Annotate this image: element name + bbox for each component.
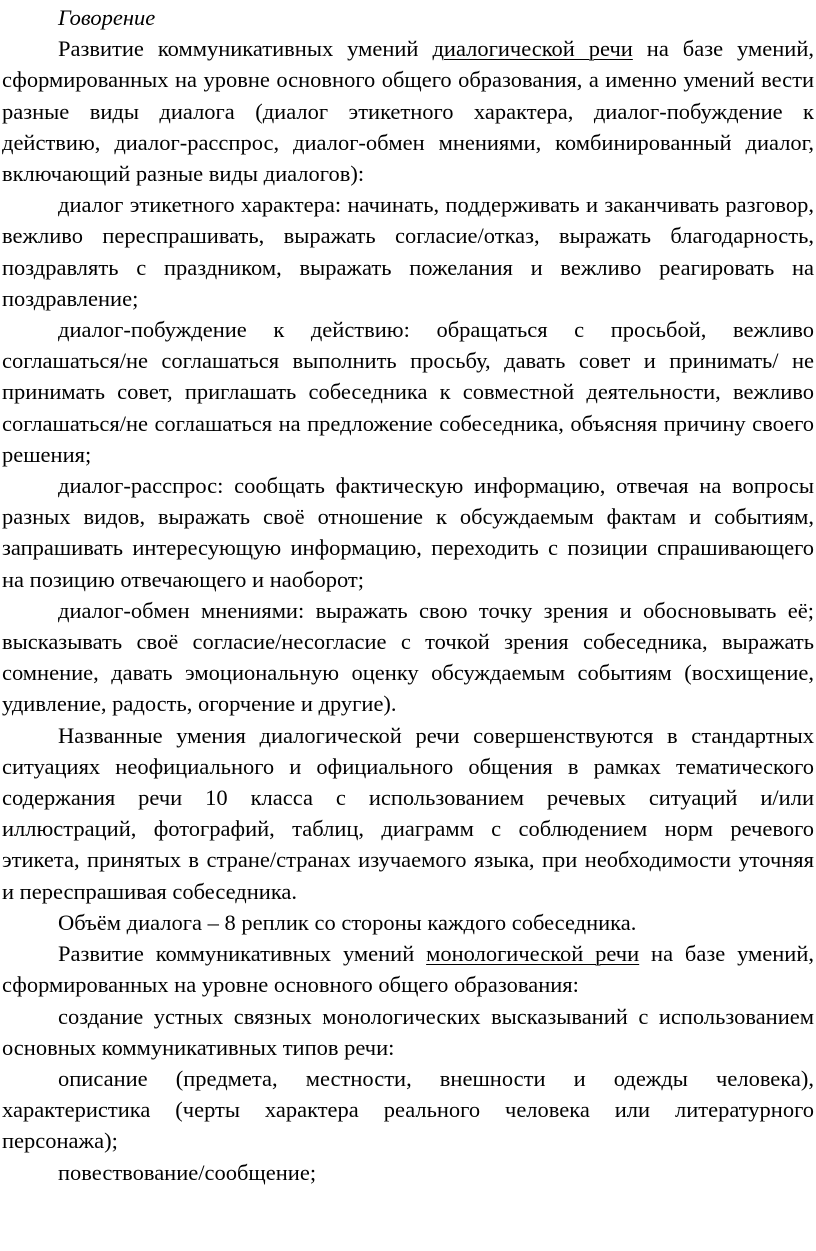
paragraph-incentive-dialog: диалог-побуждение к действию: обращаться с просьбой, вежливо соглашаться/не соглашаться выполнить просьбу, давать совет и принимать/ не принимать совет, приглашать собеседника к совместной деятельности, вежливо соглашаться/не соглашаться на предложение собеседника, объясняя причину своего решения; (2, 317, 814, 467)
underlined-term-dialogic: диалогической речи (432, 36, 633, 62)
paragraph-text: на базе умений, сформированных на уровне основного общего образования, а именно умений вести разные виды диалога (диалог этикетного характера, диалог-побуждение к действию, диалог-расспрос, диалог-обмен мнениями, комбинированный диалог, включающий разные виды диалогов): (2, 36, 814, 187)
underlined-term-monologic: монологической речи (426, 941, 640, 967)
paragraph-inquiry-dialog: диалог-расспрос: сообщать фактическую информацию, отвечая на вопросы разных видов, выражать своё отношение к обсуждаемым фактам и событиям, запрашивать интересующую информацию, переходить с позиции спрашивающего на позицию отвечающего и наоборот; (2, 473, 814, 592)
paragraph-monologue-creation: создание устных связных монологических высказываний с использованием основных коммуникативных типов речи: (2, 1003, 814, 1060)
paragraph-description: описание (предмета, местности, внешности и одежды человека), характеристика (черты характера реального человека или литературного персонажа); (2, 1065, 814, 1154)
paragraph-narration: повествование/сообщение; (58, 1159, 317, 1185)
paragraph-text: Развитие коммуникативных умений (58, 36, 433, 62)
paragraph-dialogic-intro (2, 33, 814, 189)
paragraph-monologic-intro (2, 938, 814, 1000)
paragraph-text: на базе умений, сформированных на уровне основного общего образования: (2, 941, 814, 998)
paragraph-opinion-dialog: диалог-обмен мнениями: выражать свою точку зрения и обосновывать её; высказывать своё согласие/несогласие с точкой зрения собеседника, выражать сомнение, давать эмоциональную оценку обсуждаемым событиям (восхищение, удивление, радость, огорчение и другие). (2, 597, 814, 717)
paragraph-text: Развитие коммуникативных умений (58, 941, 427, 967)
paragraph-dialog-volume: Объём диалога – 8 реплик со стороны каждого собеседника. (58, 909, 637, 935)
paragraph-etiquette-dialog: диалог этикетного характера: начинать, поддерживать и заканчивать разговор, вежливо переспрашивать, выражать согласие/отказ, выражать благодарность, поздравлять с праздником, выражать пожелания и вежливо реагировать на поздравление; (2, 192, 814, 311)
paragraph-skills-improvement: Названные умения диалогической речи совершенствуются в стандартных ситуациях неофициального и официального общения в рамках тематического содержания речи 10 класса с использованием речевых ситуаций и/или иллюстраций, фотографий, таблиц, диаграмм с соблюдением норм речевого этикета, принятых в стране/странах изучаемого языка, при необходимости уточняя и переспрашивая собеседника. (2, 722, 814, 904)
section-heading: Говорение (58, 5, 156, 30)
